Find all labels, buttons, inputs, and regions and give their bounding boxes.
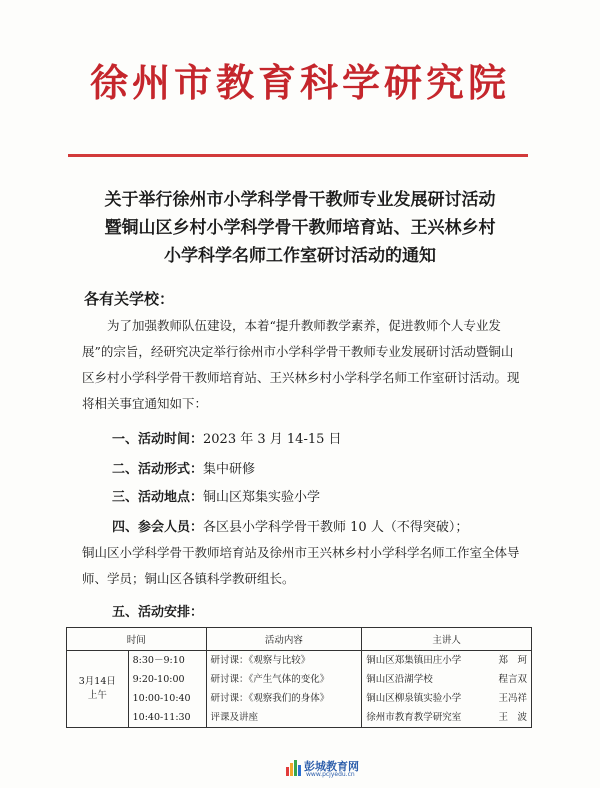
- schedule-time: 8:30－9:10: [132, 655, 185, 666]
- intro-paragraph: 为了加强教师队伍建设，本着“提升教师教学素养，促进教师个人专业发展”的宗旨，经研究决定举行徐州市小学科学骨干教师专业发展研讨活动暨铜山区乡村小学科学骨干教师培育站、王兴林乡村小学科学名师工作室研讨活动。现将相关事宜通知如下：: [82, 318, 520, 411]
- speaker-org: 铜山区郑集镇田庄小学: [366, 655, 462, 666]
- schedule-speakers-cell: [362, 651, 532, 728]
- salutation: 各有关学校：: [84, 290, 175, 308]
- speaker-name: 王 波: [498, 712, 527, 723]
- schedule-content: 研讨课：《观察与比较》: [210, 655, 311, 666]
- schedule-times-cell: [128, 651, 206, 728]
- site-watermark: [286, 757, 370, 783]
- schedule-time: 10:40-11:30: [132, 712, 191, 723]
- watermark-url: www.pcjyedu.cn: [306, 771, 355, 778]
- schedule-date: 3月14日: [78, 676, 116, 687]
- header-content: 活动内容: [206, 628, 362, 651]
- letterhead-red-rule: [68, 154, 528, 157]
- item-activity-format: [112, 458, 255, 482]
- speaker-name: 王冯祥: [498, 693, 527, 704]
- notice-title-line: 关于举行徐州市小学科学骨干教师专业发展研讨活动: [104, 190, 496, 210]
- speaker-org: 铜山区沿湖学校: [366, 674, 433, 685]
- item-label: 四、参会人员：: [112, 520, 204, 535]
- header-time: 时间: [67, 628, 207, 651]
- schedule-time: 10:00-10:40: [132, 693, 191, 704]
- notice-title-line: 暨铜山区乡村小学科学骨干教师培育站、王兴林乡村: [104, 218, 496, 238]
- schedule-time: 9:20-10:00: [132, 674, 185, 685]
- schedule-header-row: [67, 628, 532, 651]
- speaker-org: 铜山区柳泉镇实验小学: [366, 693, 462, 704]
- item-label: 五、活动安排：: [112, 605, 204, 620]
- watermark-text: 彭城教育网: [304, 760, 359, 773]
- speaker-name: 郑 珂: [498, 655, 527, 666]
- schedule-speaker: [366, 689, 527, 708]
- item-value: 铜山区郑集实验小学: [203, 490, 321, 505]
- schedule-content: 研讨课：《观察我们的身体》: [210, 693, 330, 704]
- item-activity-location: [112, 486, 320, 510]
- org-letterhead-title: 徐州市教育科学研究院: [89, 60, 510, 105]
- speaker-name: 程言双: [498, 674, 527, 685]
- header-speaker: 主讲人: [362, 628, 532, 651]
- schedule-period: 上午: [87, 690, 107, 701]
- item-value: 各区县小学科学骨干教师 10 人（不得突破）；: [203, 520, 469, 535]
- schedule-speaker: [366, 708, 527, 727]
- schedule-date-cell: [67, 651, 129, 728]
- item-label: 一、活动时间：: [112, 432, 204, 447]
- schedule-speaker: [366, 670, 527, 689]
- schedule-content: 研讨课：《产生气体的变化》: [210, 674, 330, 685]
- item-label: 二、活动形式：: [112, 462, 204, 477]
- schedule-table: [66, 627, 532, 728]
- schedule-row: [67, 651, 532, 728]
- speaker-org: 徐州市教育教学研究室: [366, 712, 462, 723]
- item-participants: [112, 516, 468, 540]
- item-value: 2023 年 3 月 14-15 日: [203, 432, 342, 447]
- schedule-content: 评课及讲座: [210, 712, 259, 723]
- item-activity-time: [112, 428, 342, 452]
- notice-title: [40, 186, 560, 270]
- item-label: 三、活动地点：: [112, 490, 204, 505]
- schedule-contents-cell: [206, 651, 362, 728]
- participants-continued: 铜山区小学科学骨干教师培育站及徐州市王兴林乡村小学科学名师工作室全体导师、学员；铜山区各镇科学教研组长。: [82, 545, 520, 586]
- watermark-logo-icon: [286, 760, 302, 776]
- notice-title-line: 小学科学名师工作室研讨活动的通知: [164, 246, 436, 266]
- item-value: 集中研修: [203, 462, 256, 477]
- schedule-speaker: [366, 651, 527, 670]
- item-schedule: [112, 601, 203, 625]
